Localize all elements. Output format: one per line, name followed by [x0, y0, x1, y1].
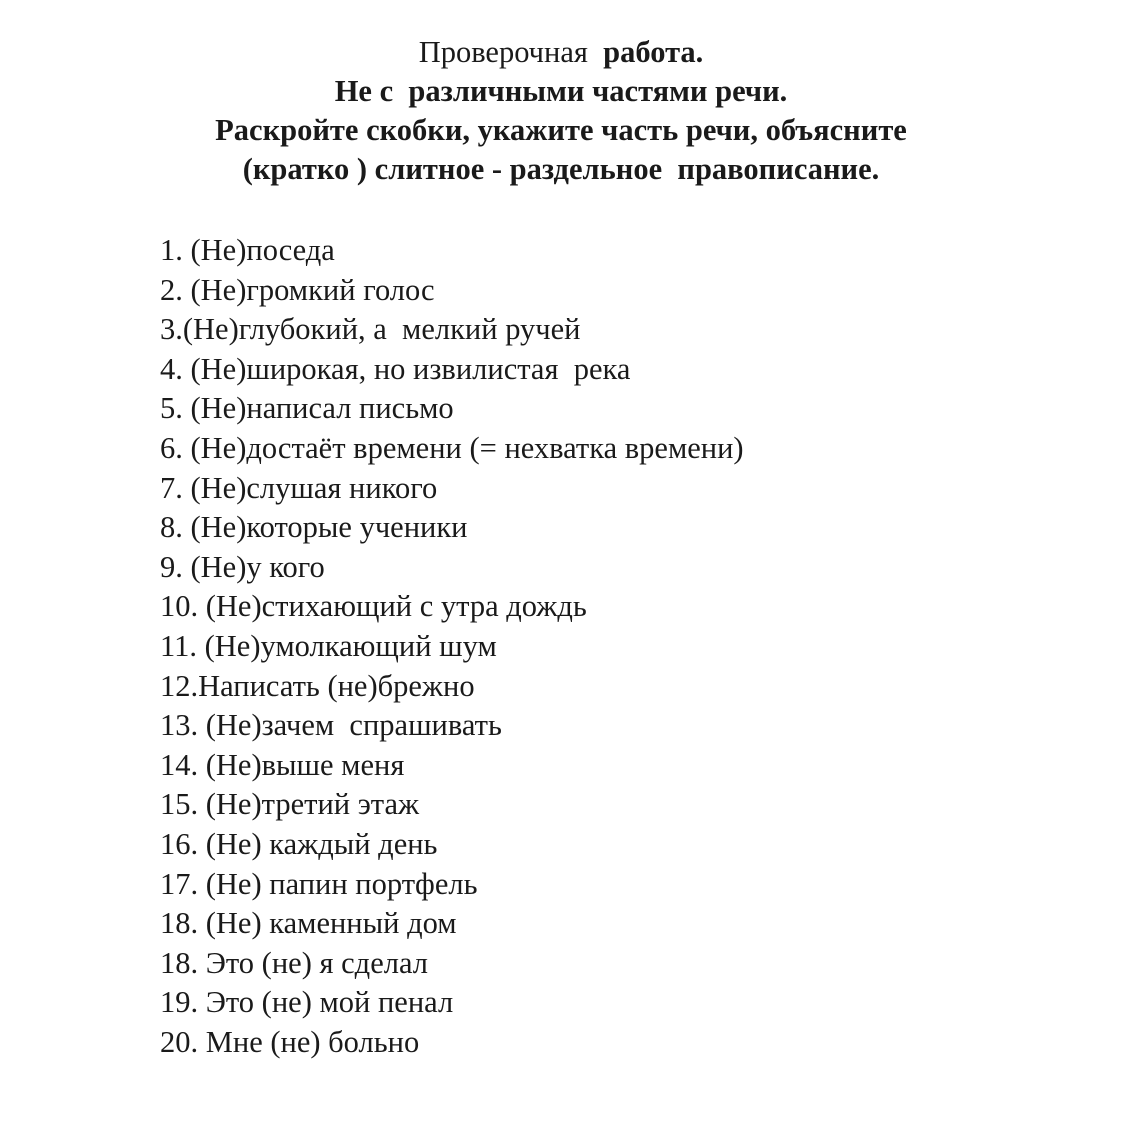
list-item: 18. Это (не) я сделал	[160, 945, 428, 980]
instruction-line-1: Раскройте скобки, укажите часть речи, объясните	[215, 113, 907, 147]
list-item: 12.Написать (не)брежно	[160, 668, 475, 703]
topic-heading: Не с различными частями речи.	[334, 74, 788, 108]
list-item: 18. (Не) каменный дом	[160, 906, 457, 941]
list-item: 4. (Не)широкая, но извилистая река	[160, 351, 631, 386]
list-item: 17. (Не) папин портфель	[160, 866, 478, 901]
list-item: 16. (Не) каждый день	[160, 826, 438, 861]
exercise-list	[160, 231, 744, 1062]
list-item: 15. (Не)третий этаж	[160, 787, 420, 822]
list-item: 14. (Не)выше меня	[160, 747, 405, 782]
list-item: 8. (Не)которые ученики	[160, 510, 468, 545]
page-title-rest: работа.	[587, 35, 704, 69]
list-item: 5. (Не)написал письмо	[160, 391, 454, 426]
page-title	[0, 33, 1122, 72]
list-item: 19. Это (не) мой пенал	[160, 985, 454, 1020]
worksheet-header	[0, 33, 1122, 189]
list-item: 7. (Не)слушая никого	[160, 470, 438, 505]
list-item: 6. (Не)достаёт времени (= нехватка времени)	[160, 430, 744, 465]
list-item: 20. Мне (не) больно	[160, 1024, 420, 1059]
list-item: 3.(Не)глубокий, а мелкий ручей	[160, 312, 581, 347]
list-item: 11. (Не)умолкающий шум	[160, 628, 497, 663]
list-item: 9. (Не)у кого	[160, 549, 325, 584]
list-item: 10. (Не)стихающий с утра дождь	[160, 589, 587, 624]
list-item: 1. (Не)поседа	[160, 233, 335, 267]
list-item: 13. (Не)зачем спрашивать	[160, 708, 502, 743]
instruction-line-2: (кратко ) слитное - раздельное правописание.	[242, 152, 880, 186]
page-title-first-word: Проверочная	[418, 35, 588, 69]
list-item: 2. (Не)громкий голос	[160, 272, 435, 307]
